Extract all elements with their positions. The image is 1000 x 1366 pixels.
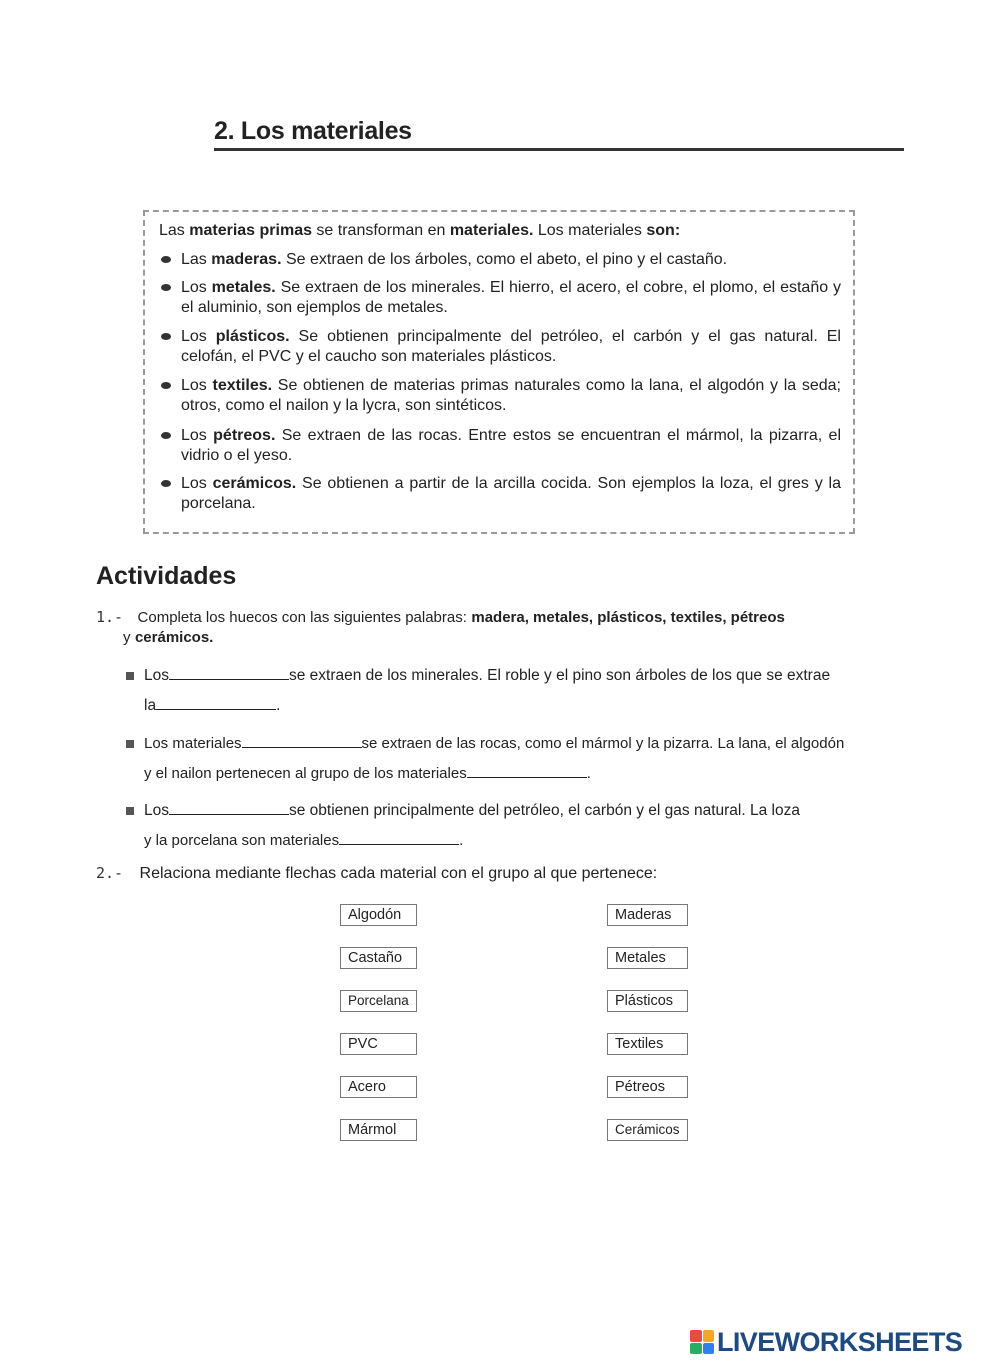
- sentence-text: .: [459, 832, 464, 849]
- match-right-item[interactable]: Maderas: [607, 904, 688, 926]
- blank-3[interactable]: [242, 733, 362, 748]
- text-run: Los: [181, 377, 213, 394]
- info-item-text: [181, 376, 841, 416]
- text-run: Los: [181, 427, 214, 444]
- bullet-icon: [161, 480, 171, 487]
- logo-square: [703, 1343, 715, 1355]
- info-intro: [159, 221, 680, 241]
- match-left-item[interactable]: Acero: [340, 1076, 417, 1098]
- match-left-item[interactable]: Mármol: [340, 1119, 417, 1141]
- info-item-text: [181, 278, 841, 318]
- square-bullet-icon: [126, 807, 134, 815]
- sentence-text: Los: [144, 802, 169, 819]
- text-run: Se obtienen principalmente del petróleo, el carbón y el gas natural. El celofán, el PVC y el caucho son materiales plásticos.: [181, 328, 841, 365]
- bold-term: textiles.: [212, 377, 273, 394]
- text-run: se transforman en: [311, 222, 450, 239]
- match-left-item[interactable]: PVC: [340, 1033, 417, 1055]
- match-right-item[interactable]: Textiles: [607, 1033, 688, 1055]
- sentence-text: .: [586, 765, 591, 782]
- blank-6[interactable]: [339, 830, 459, 845]
- question-number: 2.-: [96, 864, 124, 882]
- liveworksheets-logo: [690, 1325, 962, 1359]
- bold-term: metales.: [211, 279, 276, 296]
- text-run: Los: [181, 328, 216, 345]
- blank-4[interactable]: [467, 763, 587, 778]
- match-left-item[interactable]: Castaño: [340, 947, 417, 969]
- blank-1[interactable]: [169, 665, 289, 680]
- text-run: Se obtienen a partir de la arcilla cocida. Son ejemplos la loza, el gres y la porcelana.: [181, 475, 841, 512]
- title-underline: [214, 114, 904, 151]
- blank-2[interactable]: [156, 695, 276, 710]
- text-run: Se extraen de las rocas. Entre estos se encuentran el mármol, la pizarra, el vidrio o el yeso.: [181, 427, 841, 464]
- logo-square: [690, 1343, 702, 1355]
- sentence-1-line-1: [144, 665, 830, 686]
- word-list: madera, metales, plásticos, textiles, pétreos: [471, 609, 785, 626]
- logo-square: [703, 1330, 715, 1342]
- text-run: Se extraen de los minerales. El hierro, el acero, el cobre, el plomo, el estaño y el aluminio, son ejemplos de metales.: [181, 279, 841, 316]
- text-run: Se extraen de los árboles, como el abeto, el pino y el castaño.: [281, 251, 728, 268]
- square-bullet-icon: [126, 740, 134, 748]
- question-number: 1.-: [96, 608, 124, 626]
- square-bullet-icon: [126, 672, 134, 680]
- logo-square: [690, 1330, 702, 1342]
- match-left-item[interactable]: Algodón: [340, 904, 417, 926]
- question-text: Relaciona mediante flechas cada material con el grupo al que pertenece:: [139, 865, 658, 882]
- bullet-icon: [161, 382, 171, 389]
- bullet-icon: [161, 432, 171, 439]
- match-right-item[interactable]: Plásticos: [607, 990, 688, 1012]
- bold-term: plásticos.: [215, 328, 290, 345]
- activities-title: Actividades: [96, 562, 237, 590]
- question-1: [96, 608, 856, 628]
- text-run: Las: [181, 251, 212, 268]
- sentence-text: y el nailon pertenecen al grupo de los materiales: [144, 765, 467, 782]
- text-run: Las: [159, 222, 190, 239]
- sentence-text: la: [144, 697, 157, 714]
- match-right-item[interactable]: Metales: [607, 947, 688, 969]
- logo-text: LIVEWORKSHEETS: [717, 1326, 963, 1357]
- sentence-3-line-1: [144, 800, 800, 821]
- sentence-3-line-2: [144, 830, 463, 851]
- sentence-text: y la porcelana son materiales: [144, 832, 340, 849]
- question-text: Completa los huecos con las siguientes palabras:: [137, 609, 467, 626]
- sentence-1-line-2: [144, 695, 280, 716]
- blank-5[interactable]: [169, 800, 289, 815]
- question-2: [96, 864, 856, 884]
- sentence-2-line-2: [144, 763, 591, 784]
- bold-term: pétreos.: [213, 427, 276, 444]
- sentence-text: se extraen de los minerales. El roble y el pino son árboles de los que se extrae: [289, 667, 831, 684]
- info-item-text: [181, 327, 841, 367]
- info-item-text: [181, 250, 841, 270]
- text-run: Los: [181, 475, 213, 492]
- bold-term: maderas.: [211, 251, 282, 268]
- sentence-text: Los materiales: [144, 735, 242, 752]
- text-run: Se obtienen de materias primas naturales como la lana, el algodón y la seda; otros, como el nailon y la lycra, son sintéticos.: [181, 377, 842, 414]
- match-right-item[interactable]: Cerámicos: [607, 1119, 688, 1141]
- bullet-icon: [161, 256, 171, 263]
- word-list: cerámicos.: [134, 629, 214, 646]
- bold-term: materiales.: [449, 222, 534, 239]
- logo-mark-icon: [690, 1330, 714, 1354]
- text-run: Los: [181, 279, 212, 296]
- info-item-text: [181, 426, 841, 466]
- page-title: 2. Los materiales: [214, 117, 412, 145]
- match-left-item[interactable]: Porcelana: [340, 990, 417, 1012]
- bullet-icon: [161, 284, 171, 291]
- text-run: Los materiales: [533, 222, 647, 239]
- bold-term: cerámicos.: [212, 475, 297, 492]
- match-right-item[interactable]: Pétreos: [607, 1076, 688, 1098]
- bullet-icon: [161, 333, 171, 340]
- sentence-text: se obtienen principalmente del petróleo, el carbón y el gas natural. La loza: [289, 802, 800, 819]
- bold-term: son:: [646, 222, 681, 239]
- info-box: [143, 210, 855, 534]
- sentence-text: Los: [144, 667, 169, 684]
- question-1-line2: [123, 628, 213, 648]
- sentence-2-line-1: [144, 733, 844, 754]
- sentence-text: .: [276, 697, 281, 714]
- bold-term: materias primas: [189, 222, 312, 239]
- conjunction: y: [123, 629, 131, 646]
- sentence-text: se extraen de las rocas, como el mármol y la pizarra. La lana, el algodón: [361, 735, 845, 752]
- info-item-text: [181, 474, 841, 514]
